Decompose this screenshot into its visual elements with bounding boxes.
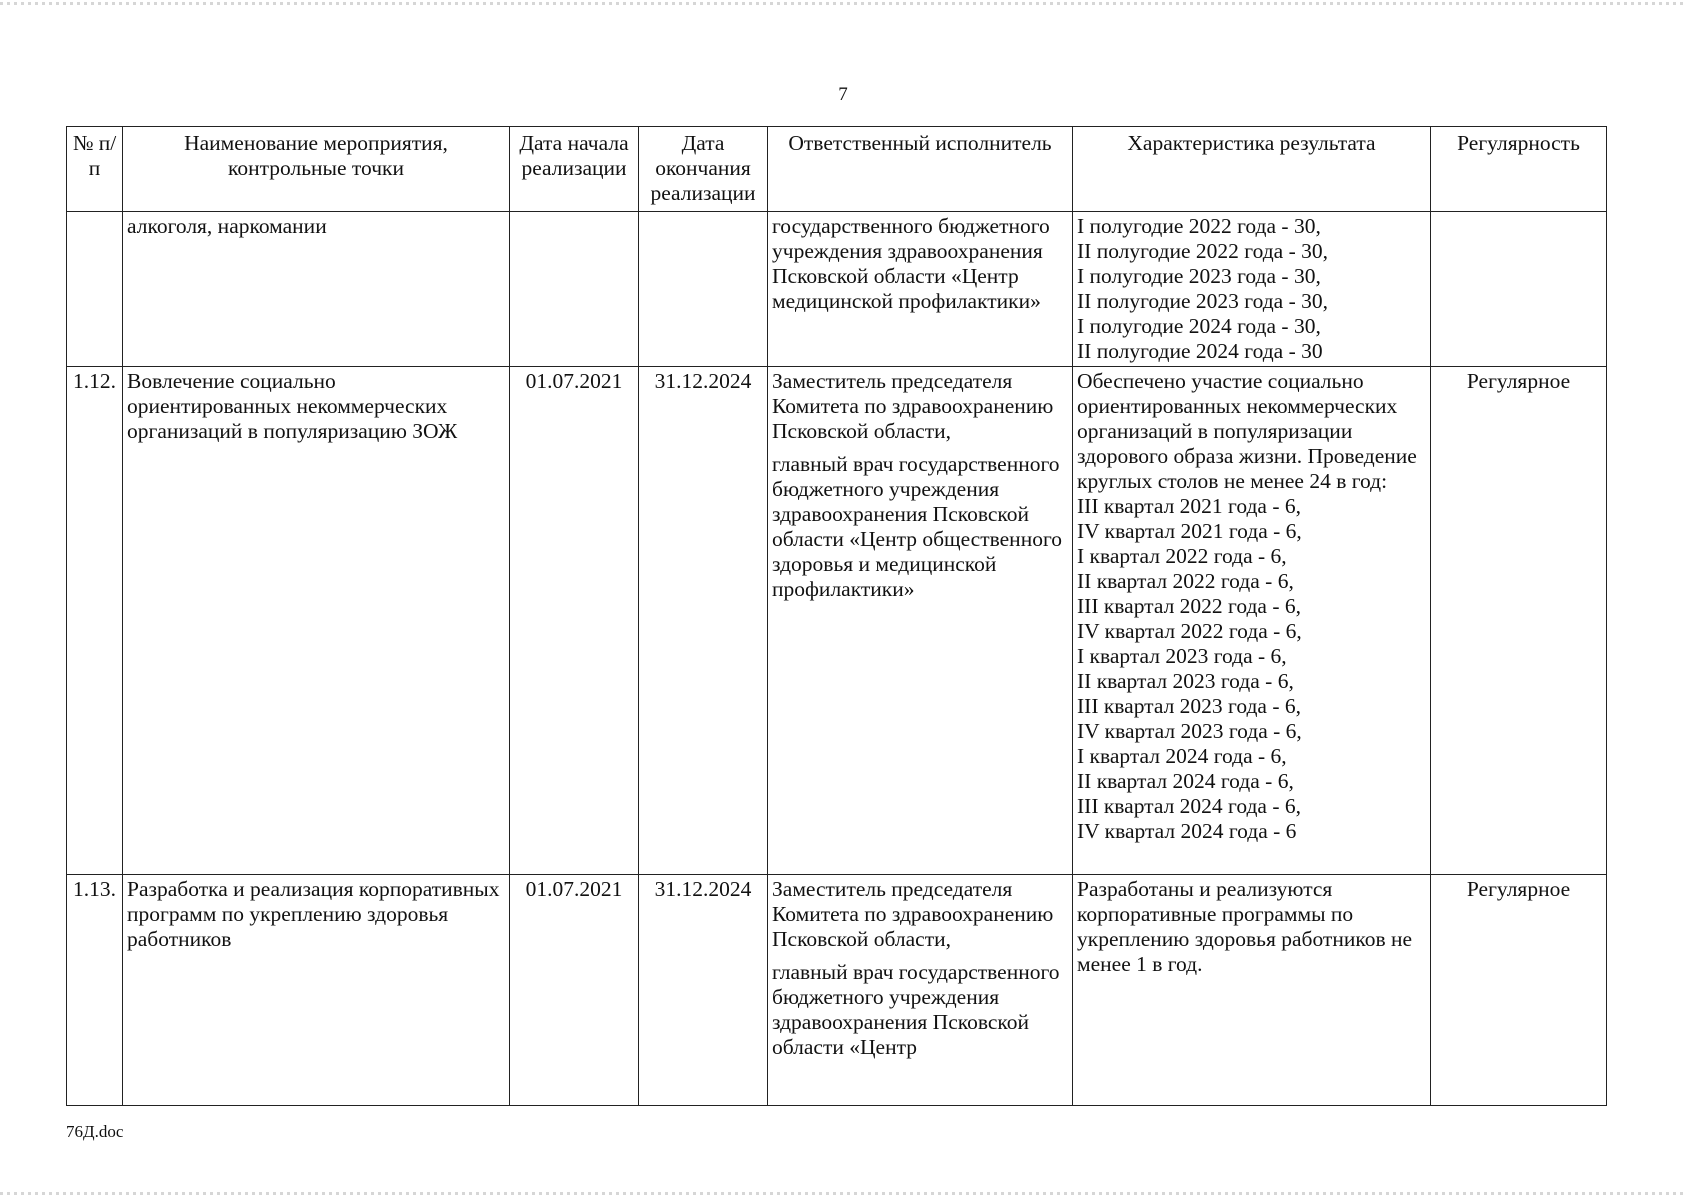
cell-result: Разработаны и реализуются корпоративные программы по укреплению здоровья работников не менее 1 в год. bbox=[1073, 875, 1431, 1106]
cell-result bbox=[1073, 212, 1431, 367]
cell-regularity: Регулярное bbox=[1431, 875, 1607, 1106]
header-responsible: Ответственный исполнитель bbox=[768, 127, 1073, 212]
cell-start-date bbox=[510, 212, 639, 367]
header-name: Наименование мероприятия, контрольные точки bbox=[123, 127, 510, 212]
result-line: I квартал 2023 года - 6, bbox=[1077, 644, 1287, 668]
result-line: II полугодие 2022 года - 30, bbox=[1077, 239, 1328, 263]
cell-regularity bbox=[1431, 212, 1607, 367]
table-row bbox=[67, 367, 1607, 875]
table-row bbox=[67, 875, 1607, 1106]
result-line: IV квартал 2024 года - 6 bbox=[1077, 819, 1297, 843]
result-line: IV квартал 2022 года - 6, bbox=[1077, 619, 1302, 643]
cell-num: 1.12. bbox=[67, 367, 123, 875]
result-line: III квартал 2023 года - 6, bbox=[1077, 694, 1301, 718]
cell-start-date: 01.07.2021 bbox=[510, 875, 639, 1106]
cell-num: 1.13. bbox=[67, 875, 123, 1106]
result-line: II квартал 2024 года - 6, bbox=[1077, 769, 1294, 793]
responsible-deputy: Заместитель председателя Комитета по здравоохранению Псковской области, bbox=[772, 369, 1054, 443]
responsible-deputy: Заместитель председателя Комитета по здравоохранению Псковской области, bbox=[772, 877, 1054, 951]
action-plan-table bbox=[66, 126, 1607, 1106]
result-line: III квартал 2024 года - 6, bbox=[1077, 794, 1301, 818]
result-line: I полугодие 2022 года - 30, bbox=[1077, 214, 1321, 238]
result-line: III квартал 2021 года - 6, bbox=[1077, 494, 1301, 518]
result-quarter-list bbox=[1077, 494, 1426, 844]
scan-edge-bottom bbox=[0, 1192, 1686, 1195]
cell-end-date: 31.12.2024 bbox=[639, 875, 768, 1106]
responsible-chief-doctor: главный врач государственного бюджетного учреждения здравоохранения Псковской области «Центр bbox=[772, 960, 1060, 1059]
table-header-row bbox=[67, 127, 1607, 212]
cell-responsible: государственного бюджетного учреждения здравоохранения Псковской области «Центр медицинской профилактики» bbox=[768, 212, 1073, 367]
responsible-chief-doctor: главный врач государственного бюджетного учреждения здравоохранения Псковской области «Центр общественного здоровья и медицинской профилактики» bbox=[772, 452, 1062, 601]
cell-name: алкоголя, наркомании bbox=[123, 212, 510, 367]
cell-num bbox=[67, 212, 123, 367]
cell-end-date: 31.12.2024 bbox=[639, 367, 768, 875]
result-line: I квартал 2022 года - 6, bbox=[1077, 544, 1287, 568]
cell-regularity: Регулярное bbox=[1431, 367, 1607, 875]
result-intro: Обеспечено участие социально ориентированных некоммерческих организаций в популяризации здорового образа жизни. Проведение круглых столов не менее 24 в год: bbox=[1077, 369, 1417, 493]
cell-name: Разработка и реализация корпоративных программ по укреплению здоровья работников bbox=[123, 875, 510, 1106]
result-line: I полугодие 2023 года - 30, bbox=[1077, 264, 1321, 288]
header-start-date: Дата начала реализации bbox=[510, 127, 639, 212]
cell-responsible bbox=[768, 875, 1073, 1106]
cell-end-date bbox=[639, 212, 768, 367]
header-end-date: Дата окончания реализации bbox=[639, 127, 768, 212]
header-result: Характеристика результата bbox=[1073, 127, 1431, 212]
footer-file-name: 76Д.doc bbox=[66, 1122, 124, 1141]
result-line: II квартал 2022 года - 6, bbox=[1077, 569, 1294, 593]
cell-start-date: 01.07.2021 bbox=[510, 367, 639, 875]
header-num: № п/п bbox=[67, 127, 123, 212]
result-line: IV квартал 2023 года - 6, bbox=[1077, 719, 1302, 743]
result-line: III квартал 2022 года - 6, bbox=[1077, 594, 1301, 618]
table-row bbox=[67, 212, 1607, 367]
cell-result bbox=[1073, 367, 1431, 875]
result-line: II полугодие 2024 года - 30 bbox=[1077, 339, 1323, 363]
result-line: I квартал 2024 года - 6, bbox=[1077, 744, 1287, 768]
result-line: I полугодие 2024 года - 30, bbox=[1077, 314, 1321, 338]
result-line: IV квартал 2021 года - 6, bbox=[1077, 519, 1302, 543]
result-line: II полугодие 2023 года - 30, bbox=[1077, 289, 1328, 313]
result-line: II квартал 2023 года - 6, bbox=[1077, 669, 1294, 693]
cell-responsible bbox=[768, 367, 1073, 875]
cell-name: Вовлечение социально ориентированных некоммерческих организаций в популяризацию ЗОЖ bbox=[123, 367, 510, 875]
page-number: 7 bbox=[838, 84, 848, 105]
header-regularity: Регулярность bbox=[1431, 127, 1607, 212]
scan-edge-top bbox=[0, 2, 1686, 5]
